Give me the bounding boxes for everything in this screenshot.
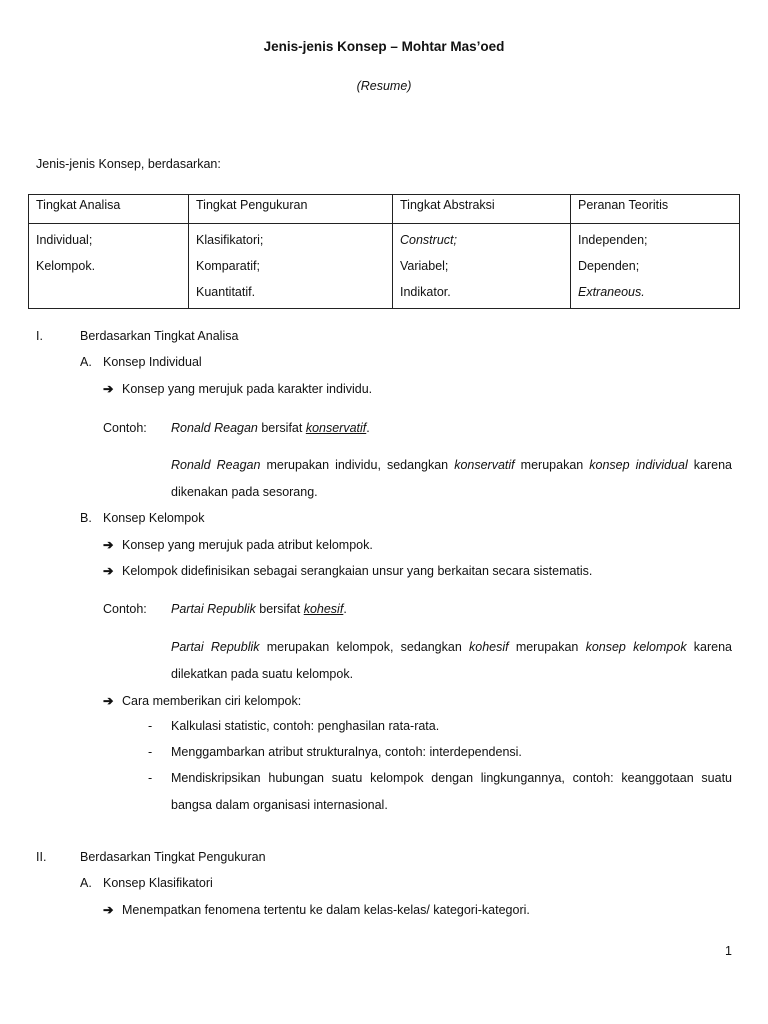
arrow-icon: ➔ [103, 538, 114, 552]
example-concept: kohesif [303, 602, 344, 616]
section-title: Berdasarkan Tingkat Analisa [80, 329, 239, 343]
cell-line: Kelompok. [36, 259, 96, 273]
bullet-text: Konsep yang merujuk pada karakter individu. [122, 382, 373, 396]
cell-line: Indikator. [400, 285, 451, 299]
expl-text: karena dikenakan pada sesorang. [171, 458, 732, 499]
bullet-point [103, 537, 373, 552]
expl-text: karena dilekatkan pada suatu kelompok. [171, 640, 733, 681]
table-row [29, 224, 740, 309]
table-header-cell: Tingkat Analisa [29, 195, 189, 224]
example-label: Contoh: [103, 421, 147, 435]
cell-line: Kuantitatif. [196, 285, 256, 299]
list-item: Mendiskripsikan hubungan suatu kelompok dengan lingkungannya, contoh: keanggotaan suatu bangsa dalam organisasi internasional. [171, 771, 732, 812]
subsection-title: Konsep Individual [103, 355, 202, 369]
bullet-point [103, 902, 530, 917]
dash-marker: - [148, 745, 153, 759]
expl-text: merupakan kelompok, sedangkan [259, 640, 469, 654]
expl-subject: Ronald Reagan [171, 458, 261, 472]
expl-concept-type: konsep individual [589, 458, 688, 472]
document-title: Jenis-jenis Konsep – Mohtar Mas’oed [263, 39, 505, 54]
arrow-icon: ➔ [103, 382, 114, 396]
bullet-text: Kelompok didefinisikan sebagai serangkaian unsur yang berkaitan secara sistematis. [122, 564, 593, 578]
table-cell-abstraksi [393, 224, 571, 309]
expl-text: merupakan [508, 640, 586, 654]
concept-types-table [28, 194, 740, 309]
bullet-point [103, 693, 301, 708]
cell-line [36, 276, 188, 302]
expl-concept-type: konsep kelompok [585, 640, 687, 654]
example-explanation [171, 452, 732, 506]
table-header-row [29, 195, 740, 224]
bullet-point [103, 381, 372, 396]
section-title: Berdasarkan Tingkat Pengukuran [80, 850, 266, 864]
arrow-icon: ➔ [103, 694, 114, 708]
example-connector: bersifat [255, 602, 304, 616]
cell-line: Dependen; [578, 259, 640, 273]
example-sentence [171, 602, 347, 616]
table-cell-pengukuran [189, 224, 393, 309]
example-end: . [343, 602, 347, 616]
table-header-cell: Tingkat Abstraksi [393, 195, 571, 224]
section-number: I. [36, 329, 43, 343]
example-label: Contoh: [103, 602, 147, 616]
cell-line: Komparatif; [196, 259, 260, 273]
dash-marker: - [148, 771, 153, 785]
cell-line: Extraneous. [578, 285, 645, 299]
list-item: Kalkulasi statistic, contoh: penghasilan rata-rata. [171, 719, 440, 733]
intro-text: Jenis-jenis Konsep, berdasarkan: [36, 157, 221, 171]
expl-subject: Partai Republik [171, 640, 260, 654]
subsection-label: B. [80, 511, 92, 525]
example-end: . [366, 421, 370, 435]
table-cell-peranan [571, 224, 740, 309]
subsection-label: A. [80, 876, 92, 890]
bullet-text: Cara memberikan ciri kelompok: [122, 694, 302, 708]
cell-line: Klasifikatori; [196, 233, 264, 247]
example-connector: bersifat [257, 421, 306, 435]
bullet-text: Konsep yang merujuk pada atribut kelompok. [122, 538, 373, 552]
bullet-point [103, 563, 592, 578]
dash-marker: - [148, 719, 153, 733]
table-header-cell: Peranan Teoritis [571, 195, 740, 224]
section-number: II. [36, 850, 47, 864]
cell-line: Variabel; [400, 259, 449, 273]
example-subject: Partai Republik [171, 602, 256, 616]
subsection-title: Konsep Klasifikatori [103, 876, 213, 890]
expl-concept: kohesif [469, 640, 509, 654]
expl-text: merupakan [514, 458, 590, 472]
subsection-label: A. [80, 355, 92, 369]
table-cell-analisa [29, 224, 189, 309]
table-header-cell: Tingkat Pengukuran [189, 195, 393, 224]
expl-text: merupakan individu, sedangkan [260, 458, 455, 472]
page-number: 1 [725, 944, 732, 958]
arrow-icon: ➔ [103, 903, 114, 917]
example-sentence [171, 421, 370, 435]
list-item: Menggambarkan atribut strukturalnya, contoh: interdependensi. [171, 745, 522, 759]
cell-line: Individual; [36, 233, 93, 247]
cell-line: Construct; [400, 233, 457, 247]
arrow-icon: ➔ [103, 564, 114, 578]
example-explanation [171, 634, 732, 688]
subsection-title: Konsep Kelompok [103, 511, 205, 525]
example-concept: konservatif [305, 421, 367, 435]
example-subject: Ronald Reagan [171, 421, 258, 435]
cell-line: Independen; [578, 233, 648, 247]
expl-concept: konservatif [454, 458, 515, 472]
document-subtitle: (Resume) [356, 79, 412, 93]
bullet-text: Menempatkan fenomena tertentu ke dalam kelas-kelas/ kategori-kategori. [122, 903, 530, 917]
